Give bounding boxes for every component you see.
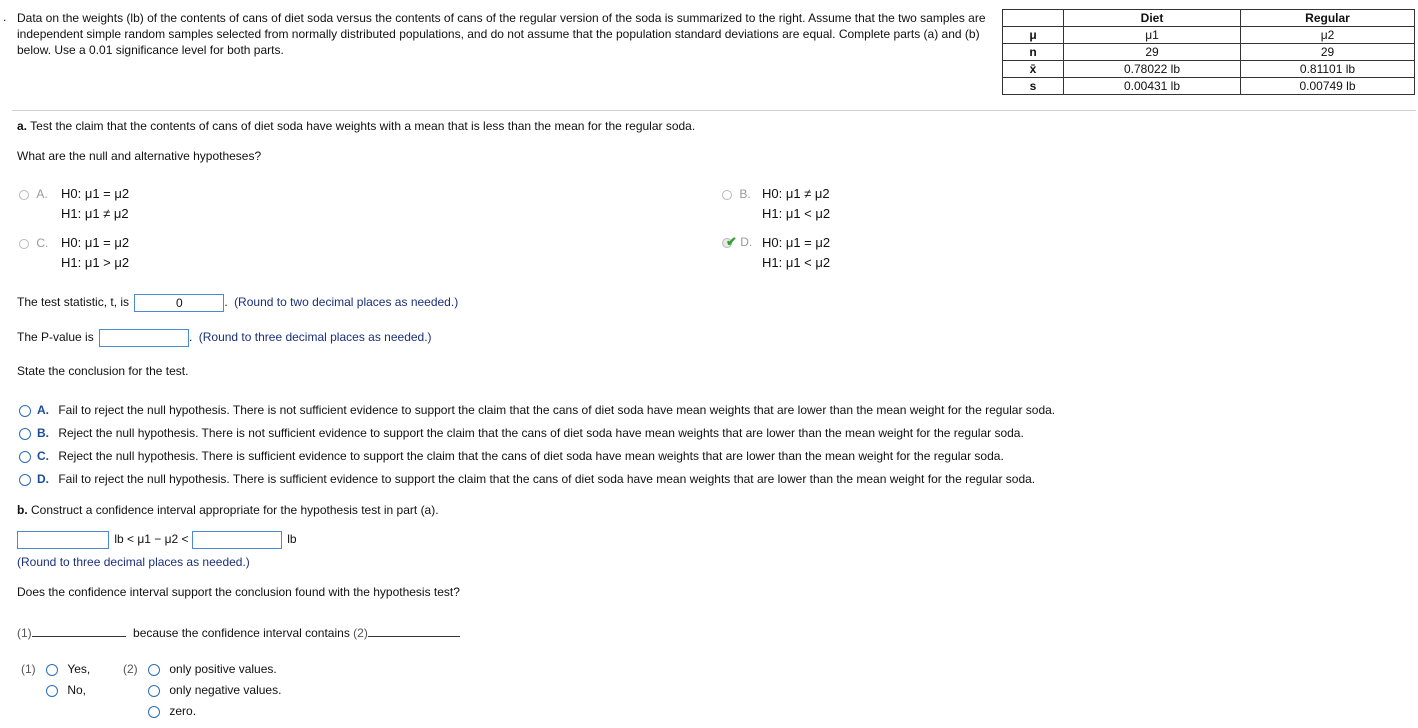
- part-a-label: a.: [17, 119, 28, 133]
- alt-hypothesis: H1: μ1 < μ2: [762, 255, 831, 270]
- ci-hint: (Round to three decimal places as needed.): [17, 555, 250, 569]
- table-row: [1003, 27, 1415, 44]
- radio-button[interactable]: [722, 190, 732, 200]
- ci-support-question: Does the confidence interval support the conclusion found with the hypothesis test?: [17, 585, 460, 599]
- pvalue-label: The P-value is: [17, 330, 94, 345]
- table-cell: 0.00749 lb: [1241, 78, 1415, 95]
- radio-button[interactable]: [148, 664, 160, 676]
- test-statistic-input[interactable]: 0: [134, 294, 224, 312]
- choice-text: Reject the null hypothesis. There is not sufficient evidence to support the claim that the cans of diet soda have mean weights that are lower than the mean weight for the regular soda.: [58, 426, 1024, 440]
- choice-letter: C.: [37, 449, 49, 463]
- conclusion-choice-b[interactable]: [19, 426, 1024, 440]
- radio-button[interactable]: [19, 190, 29, 200]
- table-cell: 0.78022 lb: [1064, 61, 1241, 78]
- radio-button[interactable]: [148, 685, 160, 697]
- ci-upper-input[interactable]: [192, 531, 282, 549]
- group-2-label: (2): [123, 662, 138, 676]
- hypothesis-choice-b-text: [762, 184, 830, 224]
- part-b-label: b.: [17, 503, 28, 517]
- blank-1[interactable]: [32, 636, 126, 637]
- part-a-text: Test the claim that the contents of cans of diet soda have weights with a mean that is less than the mean for the regular soda.: [30, 119, 696, 133]
- table-cell: 0.81101 lb: [1241, 61, 1415, 78]
- option-text: Yes,: [67, 662, 91, 676]
- null-hypothesis: H0: μ1 = μ2: [61, 235, 130, 250]
- conclusion-choice-d[interactable]: [19, 472, 1035, 486]
- null-hypothesis: H0: μ1 = μ2: [61, 186, 130, 201]
- hypotheses-question: What are the null and alternative hypotheses?: [17, 149, 262, 163]
- group-2-option-positive[interactable]: [148, 662, 277, 676]
- table-cell: s: [1003, 78, 1064, 95]
- part-a-prompt: [17, 119, 695, 133]
- table-cell: μ: [1003, 27, 1064, 44]
- table-cell: x̄: [1003, 61, 1064, 78]
- test-statistic-hint: (Round to two decimal places as needed.): [234, 295, 459, 310]
- choice-text: Fail to reject the null hypothesis. There is sufficient evidence to support the claim that the cans of diet soda have mean weights that are lower than the mean weight for the regular soda.: [58, 472, 1036, 486]
- hypothesis-choice-d[interactable]: [722, 234, 752, 250]
- confidence-interval-row: [17, 531, 297, 549]
- choice-text: Reject the null hypothesis. There is sufficient evidence to support the claim that the cans of diet soda have mean weights that are lower than the mean weight for the regular soda.: [58, 449, 1004, 463]
- table-cell: 29: [1064, 44, 1241, 61]
- table-row: [1003, 44, 1415, 61]
- radio-button[interactable]: [148, 706, 160, 718]
- table-cell: 0.00431 lb: [1064, 78, 1241, 95]
- option-text: only positive values.: [169, 662, 277, 676]
- conclusion-choice-c[interactable]: [19, 449, 1004, 463]
- check-icon: ✔: [726, 234, 737, 249]
- table-cell: μ2: [1241, 27, 1415, 44]
- choice-letter: D.: [740, 235, 753, 249]
- fill-in-sentence: [17, 626, 460, 640]
- blank-2-label: (2): [353, 626, 368, 640]
- option-text: No,: [67, 683, 87, 697]
- part-b-prompt: [17, 503, 439, 517]
- radio-button[interactable]: [46, 664, 58, 676]
- pvalue-row: The P-value is . (Round to three decimal places as needed.): [17, 329, 432, 347]
- hypothesis-choice-a-text: [61, 184, 129, 224]
- hypothesis-choice-c[interactable]: [19, 236, 48, 250]
- divider: [12, 110, 1416, 111]
- test-statistic-row: The test statistic, t, is 0 . (Round to two decimal places as needed.): [17, 295, 459, 310]
- table-row: [1003, 78, 1415, 95]
- alt-hypothesis: H1: μ1 > μ2: [61, 255, 130, 270]
- hypothesis-choice-a[interactable]: [19, 187, 48, 201]
- hypothesis-choice-b[interactable]: [722, 187, 751, 201]
- radio-button[interactable]: [19, 428, 31, 440]
- choice-letter: A.: [36, 187, 48, 201]
- test-statistic-label: The test statistic, t, is: [17, 295, 130, 310]
- group-1-option-yes[interactable]: [46, 662, 90, 676]
- radio-button[interactable]: [19, 474, 31, 486]
- choice-letter: D.: [37, 472, 49, 486]
- option-text: zero.: [169, 704, 197, 718]
- ci-lower-input[interactable]: [17, 531, 109, 549]
- conclusion-label: State the conclusion for the test.: [17, 364, 189, 378]
- choice-letter: B.: [739, 187, 751, 201]
- blank-2[interactable]: [368, 636, 460, 637]
- radio-button[interactable]: [19, 239, 29, 249]
- alt-hypothesis: H1: μ1 < μ2: [762, 206, 831, 221]
- choice-letter: C.: [36, 236, 49, 250]
- pvalue-hint: (Round to three decimal places as needed.): [198, 330, 432, 345]
- alt-hypothesis: H1: μ1 ≠ μ2: [61, 206, 129, 221]
- table-header-blank: [1003, 10, 1064, 27]
- table-header-regular: Regular: [1241, 10, 1415, 27]
- table-cell: μ1: [1064, 27, 1241, 44]
- table-cell: 29: [1241, 44, 1415, 61]
- choice-letter: B.: [37, 426, 49, 440]
- choice-letter: A.: [37, 403, 49, 417]
- null-hypothesis: H0: μ1 ≠ μ2: [762, 186, 830, 201]
- radio-button[interactable]: [19, 405, 31, 417]
- group-2-option-zero[interactable]: [148, 704, 196, 718]
- blank-1-label: (1): [17, 626, 32, 640]
- conclusion-choice-a[interactable]: [19, 403, 1055, 417]
- ci-unit: lb: [287, 532, 297, 547]
- part-b-text: Construct a confidence interval appropriate for the hypothesis test in part (a).: [31, 503, 439, 517]
- pvalue-input[interactable]: [99, 329, 189, 347]
- option-text: only negative values.: [169, 683, 282, 697]
- problem-bullet: .: [3, 10, 7, 24]
- table-header-diet: Diet: [1064, 10, 1241, 27]
- table-row: [1003, 61, 1415, 78]
- radio-button[interactable]: [19, 451, 31, 463]
- null-hypothesis: H0: μ1 = μ2: [762, 235, 831, 250]
- problem-intro: Data on the weights (lb) of the contents of cans of diet soda versus the contents of cans of the regular version of the soda is summarized to the right. Assume that the two samples are independent simple random samples selected from normally distributed populations, and do not assume that the population standard deviations are equal. Complete parts (a) and (b) below. Use a 0.01 significance level for both parts.: [17, 11, 986, 57]
- hypothesis-choice-d-text: [762, 233, 830, 273]
- group-1-option-no[interactable]: [46, 683, 86, 697]
- ci-middle-text: lb < μ1 − μ2 <: [114, 532, 189, 547]
- group-2-option-negative[interactable]: [148, 683, 281, 697]
- radio-button[interactable]: [46, 685, 58, 697]
- hypothesis-choice-c-text: [61, 233, 129, 273]
- table-cell: n: [1003, 44, 1064, 61]
- because-text: because the confidence interval contains: [133, 626, 350, 640]
- group-1-label: (1): [21, 662, 36, 676]
- summary-table: [1002, 9, 1415, 95]
- choice-text: Fail to reject the null hypothesis. There is not sufficient evidence to support the claim that the cans of diet soda have mean weights that are lower than the mean weight for the regular soda.: [58, 403, 1056, 417]
